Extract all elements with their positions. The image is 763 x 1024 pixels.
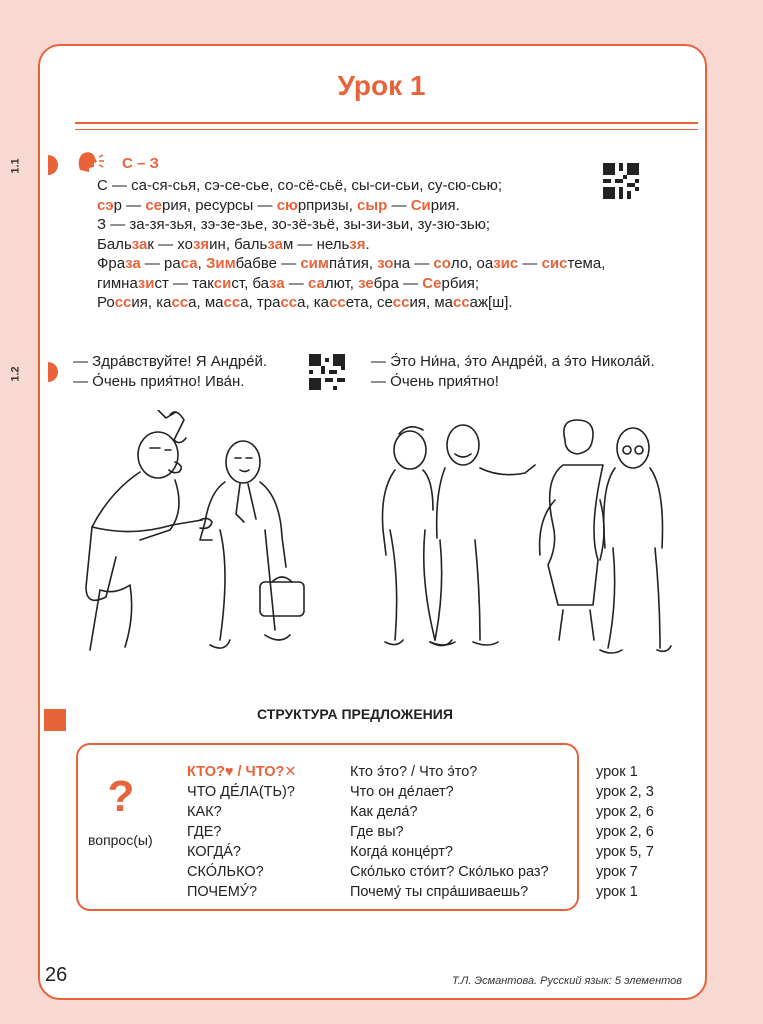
text-segment: .: [365, 235, 370, 253]
highlighted-syllable: Се: [422, 274, 442, 292]
text-segment: — ра: [140, 255, 181, 272]
title-rule-thin: [75, 129, 698, 130]
dialog-line: — Здра́вствуйте! Я Андре́й.: [73, 353, 268, 370]
text-segment: гимна: [97, 274, 138, 292]
section-number-1-2: 1.2: [9, 366, 22, 382]
highlighted-syllable: зе: [358, 274, 374, 292]
highlighted-syllable: сс: [329, 294, 346, 311]
dialog-line: — Э́то Ни́на, э́то Андре́й, а э́то Никола́й.: [371, 353, 655, 370]
text-segment: ,: [197, 255, 206, 272]
highlighted-syllable: зо: [377, 255, 394, 272]
highlighted-syllable: си: [213, 274, 232, 292]
sound-pair-label: С – З: [122, 155, 159, 172]
exercise-line: [97, 215, 605, 235]
question-words-column: [187, 762, 297, 902]
highlighted-syllable: за: [269, 274, 285, 292]
text-segment: Баль: [97, 235, 132, 253]
highlighted-syllable: сс: [452, 294, 470, 311]
highlighted-syllable: сс: [392, 294, 410, 311]
text-segment: —: [387, 196, 411, 214]
highlighted-syllable: сис: [541, 255, 568, 272]
example-sentence: Ско́лько сто́ит? Ско́лько раз?: [350, 864, 549, 880]
exercise-line: [97, 293, 605, 313]
example-sentence: Как дела́?: [350, 804, 418, 820]
question-word: ГДЕ?: [187, 824, 222, 840]
exercise-line: [97, 274, 605, 294]
question-word: ПОЧЕМУ́?: [187, 884, 258, 900]
question-word: КОГДА́?: [187, 844, 241, 860]
exercise-line: [97, 254, 605, 274]
highlighted-syllable: зи: [137, 274, 155, 292]
exercise-lines: [97, 176, 605, 313]
dialog-left: [73, 352, 267, 392]
text-segment: а, тра: [240, 294, 281, 311]
lesson-reference: урок 1: [596, 884, 638, 900]
highlighted-syllable: са: [307, 274, 325, 292]
highlighted-syllable: сим: [300, 255, 330, 272]
highlighted-syllable: се: [145, 196, 163, 214]
text-segment: лют,: [324, 274, 359, 292]
highlighted-syllable: зис: [493, 255, 519, 272]
text-segment: а, ма: [188, 294, 224, 311]
highlighted-syllable: со: [433, 255, 451, 272]
text-segment: Ро: [97, 294, 115, 311]
example-sentence: Кто э́то? / Что э́то?: [350, 764, 478, 780]
text-segment: ст, ба: [231, 274, 270, 292]
greeting-illustration: [80, 410, 340, 665]
question-word: КАК?: [187, 804, 222, 820]
qr-code-icon[interactable]: [309, 354, 345, 390]
text-segment: Фра: [97, 255, 126, 272]
lesson-title: Урок 1: [337, 70, 426, 101]
text-segment: ия, ма: [409, 294, 453, 311]
text-segment: аж[ш].: [469, 294, 513, 311]
question-word: КТО?♥ / ЧТО?✕: [187, 764, 297, 780]
text-segment: ета, се: [345, 294, 393, 311]
highlighted-syllable: зя: [192, 235, 210, 253]
text-segment: бра —: [373, 274, 423, 292]
example-sentence: Почему́ ты спра́шиваешь?: [350, 884, 529, 900]
text-segment: р —: [113, 196, 146, 214]
lesson-reference: урок 2, 6: [596, 824, 654, 840]
text-segment: ин, баль: [209, 235, 268, 253]
lesson-reference: урок 5, 7: [596, 844, 654, 860]
exercise-line: [97, 176, 605, 196]
highlighted-syllable: сс: [171, 294, 189, 311]
highlighted-syllable: зя: [349, 235, 366, 253]
text-segment: ия, ка: [131, 294, 172, 311]
text-segment: рбия;: [441, 274, 480, 292]
text-segment: рия, ресу: [162, 196, 227, 214]
example-sentence: Где вы?: [350, 824, 404, 840]
lesson-reference: урок 1: [596, 764, 638, 780]
highlighted-syllable: сс: [280, 294, 298, 311]
highlighted-syllable: Си: [410, 196, 431, 214]
lessons-column: [596, 762, 654, 902]
lesson-reference: урок 2, 6: [596, 804, 654, 820]
title-rule: [75, 122, 698, 124]
examples-column: [350, 762, 549, 902]
text-segment: м — нель: [282, 235, 350, 253]
text-segment: а, ка: [297, 294, 330, 311]
highlighted-syllable: Зим: [205, 255, 236, 272]
highlighted-syllable: за: [267, 235, 283, 253]
text-segment: —: [284, 274, 308, 292]
qr-code-icon[interactable]: [603, 163, 639, 199]
highlighted-syllable: за: [131, 235, 148, 253]
highlighted-syllable: сс: [114, 294, 132, 311]
text-segment: бабве —: [235, 255, 301, 272]
introduction-illustration: [375, 410, 675, 660]
dialog-line: — О́чень прия́тно! Ива́н.: [73, 373, 245, 390]
speaking-head-icon: [76, 150, 106, 174]
text-segment: ло, оа: [450, 255, 494, 272]
highlighted-syllable: сю: [276, 196, 298, 214]
text-segment: рсы —: [226, 196, 277, 214]
dialog-line: — О́чень прия́тно!: [371, 373, 499, 390]
dialog-right: [371, 352, 655, 392]
question-word: ЧТО ДЕ́ЛА(ТЬ)?: [187, 784, 295, 800]
section-number-1-1: 1.1: [9, 158, 22, 174]
highlighted-syllable: за: [125, 255, 141, 272]
text-segment: тема,: [567, 255, 606, 272]
example-sentence: Что он де́лает?: [350, 784, 454, 800]
highlighted-syllable: са: [180, 255, 198, 272]
lesson-reference: урок 7: [596, 864, 638, 880]
text-segment: па́тия,: [329, 255, 378, 272]
footer-credit: Т.Л. Эсмантова. Русский язык: 5 элементов: [452, 975, 683, 987]
structure-title: СТРУКТУРА ПРЕДЛОЖЕНИЯ: [257, 706, 453, 722]
text-segment: рпризы,: [297, 196, 358, 214]
text-segment: С — са-ся-сья, сэ-се-сье, со-сё-сьё, сы-си-сьи, су-сю-сью;: [97, 177, 503, 194]
page-number: 26: [45, 964, 68, 986]
text-segment: к — хо: [147, 235, 193, 253]
text-segment: рия.: [430, 196, 460, 214]
highlighted-syllable: сс: [223, 294, 241, 311]
text-segment: —: [518, 255, 542, 272]
highlighted-syllable: сэ: [97, 196, 114, 214]
exercise-line: [97, 235, 605, 255]
text-segment: на —: [393, 255, 434, 272]
lesson-reference: урок 2, 3: [596, 784, 654, 800]
text-segment: ст — так: [154, 274, 214, 292]
text-segment: З — за-зя-зья, зэ-зе-зье, зо-зё-зьё, зы-зи-зьи, зу-зю-зью;: [97, 216, 491, 233]
question-label: вопрос(ы): [88, 832, 153, 848]
highlighted-syllable: сыр: [357, 196, 388, 214]
question-mark-icon: ?: [107, 772, 135, 821]
exercise-line: [97, 196, 605, 216]
example-sentence: Когда́ конце́рт?: [350, 844, 453, 860]
section-marker-square: [44, 709, 66, 731]
question-word: СКО́ЛЬКО?: [187, 864, 264, 880]
